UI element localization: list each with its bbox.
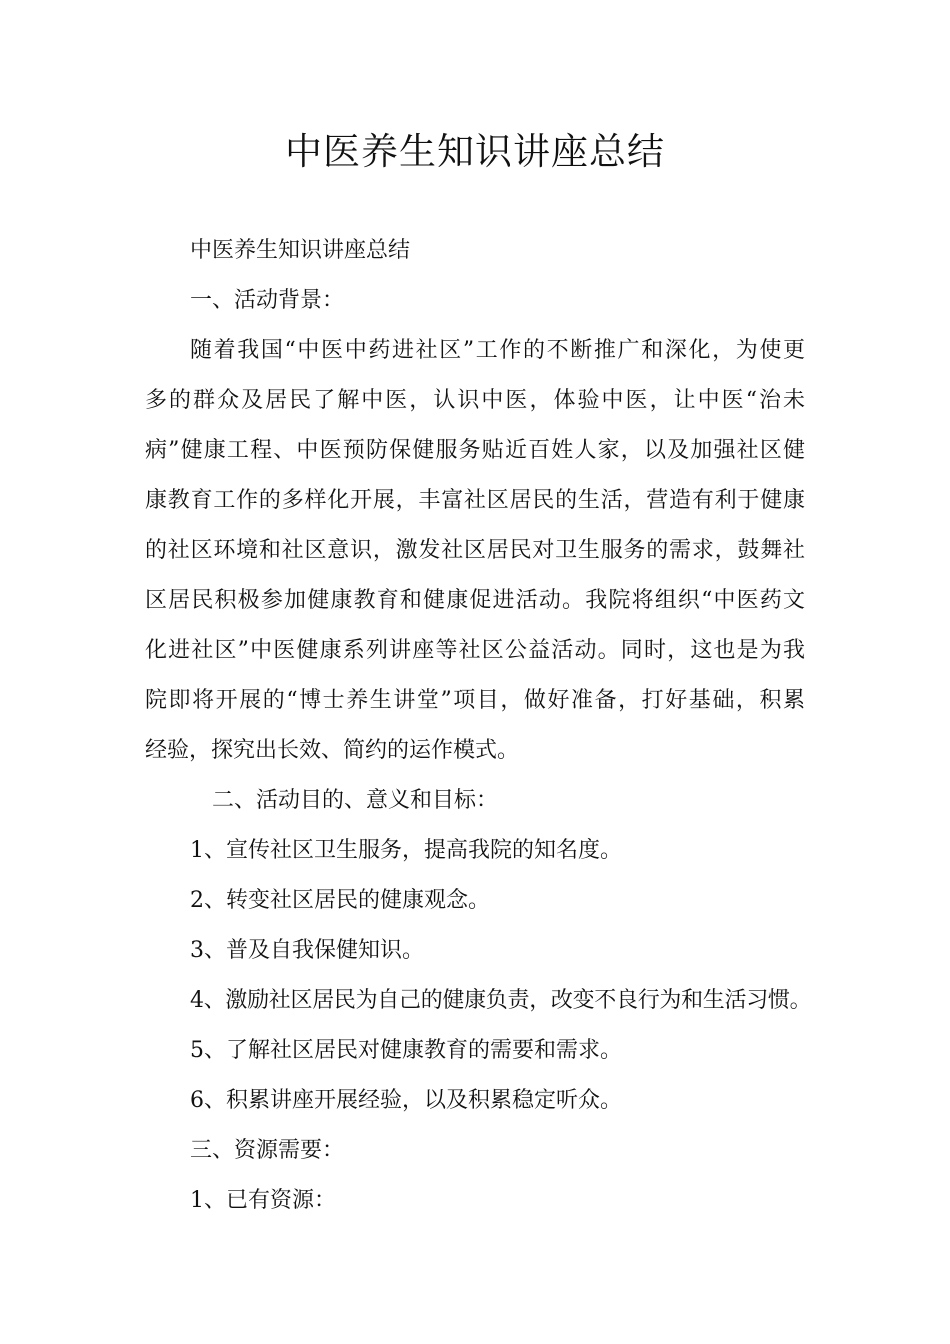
section2-item: 2、转变社区居民的健康观念。 [190,888,490,913]
section2-item: 5、了解社区居民对健康教育的需要和需求。 [190,1038,622,1063]
section1-heading: 一、活动背景： [190,288,345,313]
section2-heading: 二、活动目的、意义和目标： [212,788,499,813]
section2-item: 6、积累讲座开展经验，以及积累稳定听众。 [190,1088,622,1113]
section1-paragraph-line: 院即将开展的“博士养生讲堂”项目，做好准备，打好基础，积累 [145,688,805,713]
section1-paragraph-line: 康教育工作的多样化开展，丰富社区居民的生活，营造有利于健康 [145,488,805,513]
section3-item: 1、已有资源： [190,1188,336,1213]
section2-item: 1、宣传社区卫生服务，提高我院的知名度。 [190,838,622,863]
document-title: 中医养生知识讲座总结 [285,130,665,173]
section1-paragraph-line: 随着我国“中医中药进社区”工作的不断推广和深化，为使更 [190,338,805,363]
section1-paragraph-line: 多的群众及居民了解中医，认识中医，体验中医，让中医“治未 [145,388,805,413]
section2-item: 4、激励社区居民为自己的健康负责，改变不良行为和生活习惯。 [190,988,812,1013]
document-subtitle: 中医养生知识讲座总结 [190,238,411,263]
section2-item: 3、普及自我保健知识。 [190,938,424,963]
section1-paragraph-line: 经验，探究出长效、简约的运作模式。 [145,738,520,763]
section1-paragraph-line: 的社区环境和社区意识，激发社区居民对卫生服务的需求，鼓舞社 [145,538,805,563]
section1-paragraph-line: 病”健康工程、中医预防保健服务贴近百姓人家，以及加强社区健 [145,438,805,463]
section1-paragraph-line: 区居民积极参加健康教育和健康促进活动。我院将组织“中医药文 [145,588,805,613]
section1-paragraph-line: 化进社区”中医健康系列讲座等社区公益活动。同时，这也是为我 [145,638,805,663]
section3-heading: 三、资源需要： [190,1138,345,1163]
